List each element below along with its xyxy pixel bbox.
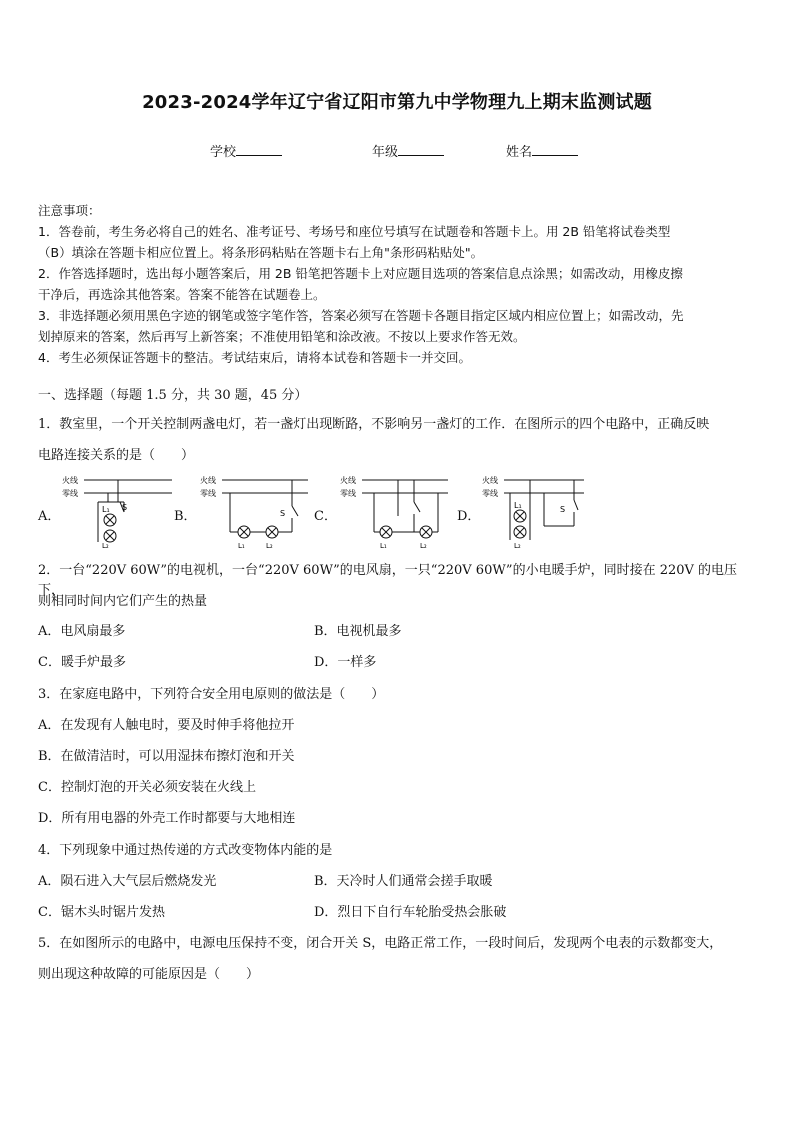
circuit-diagram-a xyxy=(60,472,174,550)
lamp2-label: L₂ xyxy=(102,542,109,550)
name-field xyxy=(506,141,578,160)
live-wire-label: 火线 xyxy=(482,476,498,485)
q2-option-d: D．一样多 xyxy=(314,655,377,670)
q5-stem-line2: 则出现这种故障的可能原因是（ ） xyxy=(38,967,260,982)
q5-stem-line1: 5．在如图所示的电路中，电源电压保持不变，闭合开关 S，电路正常工作，一段时间后，发现两个电表的示数都变大， xyxy=(38,936,723,951)
notice-line: 1．答卷前，考生务必将自己的姓名、准考证号、考场号和座位号填写在试题卷和答题卡上。用 2B 铅笔将试卷类型 xyxy=(38,224,671,239)
lamp1-label: L₁ xyxy=(238,542,245,550)
circuit-diagram-c xyxy=(338,472,450,550)
neutral-wire-label: 零线 xyxy=(482,489,498,498)
switch-label: S xyxy=(560,505,566,514)
notice-line: （B）填涂在答题卡相应位置上。将条形码粘贴在答题卡右上角"条形码粘贴处"。 xyxy=(38,245,484,260)
lamp2-label: L₂ xyxy=(514,542,521,550)
section-heading: 一、选择题（每题 1.5 分，共 30 题，45 分） xyxy=(38,388,308,403)
switch-label: S xyxy=(280,509,286,518)
notice-line: 2．作答选择题时，选出每小题答案后，用 2B 铅笔把答题卡上对应题目选项的答案信息点涂黑；如需改动，用橡皮擦 xyxy=(38,266,683,281)
notice-line: 干净后，再选涂其他答案。答案不能答在试题卷上。 xyxy=(38,287,326,302)
notice-line: 3．非选择题必须用黑色字迹的钢笔或签字笔作答，答案必须写在答题卡各题目指定区域内相应位置上；如需改动，先 xyxy=(38,308,684,323)
q1-option-b-label: B． xyxy=(174,509,197,524)
notice-line: 4．考生必须保证答题卡的整洁。考试结束后，请将本试卷和答题卡一并交回。 xyxy=(38,350,471,365)
lamp1-label: L₁ xyxy=(102,505,110,514)
notice-heading: 注意事项： xyxy=(38,203,101,218)
q3-stem: 3．在家庭电路中，下列符合安全用电原则的做法是（ ） xyxy=(38,687,385,702)
circuit-diagram-b xyxy=(198,472,310,550)
q4-option-a: A．陨石进入大气层后燃烧发光 xyxy=(38,874,217,889)
q2-option-c: C．暖手炉最多 xyxy=(38,655,126,670)
live-wire-label: 火线 xyxy=(62,476,78,485)
q1-option-a-label: A． xyxy=(38,509,61,524)
school-field xyxy=(210,141,282,160)
school-blank xyxy=(236,141,282,156)
name-blank xyxy=(532,141,578,156)
lamp1-label: L₁ xyxy=(380,542,387,550)
neutral-wire-label: 零线 xyxy=(62,489,78,498)
q2-option-a: A．电风扇最多 xyxy=(38,624,126,639)
circuit-diagram-d xyxy=(480,472,586,550)
q2-option-b: B．电视机最多 xyxy=(314,624,402,639)
grade-label: 年级 xyxy=(372,145,399,160)
q1-stem-line1: 1．教室里，一个开关控制两盏电灯，若一盏灯出现断路，不影响另一盏灯的工作．在图所示的四个电路中，正确反映 xyxy=(38,417,710,432)
school-label: 学校 xyxy=(210,145,237,160)
neutral-wire-label: 零线 xyxy=(200,489,216,498)
q1-stem-line2: 电路连接关系的是（ ） xyxy=(38,448,195,463)
lamp2-label: L₂ xyxy=(266,542,273,550)
lamp2-label: L₂ xyxy=(420,542,427,550)
q3-option-c: C．控制灯泡的开关必须安装在火线上 xyxy=(38,780,256,795)
live-wire-label: 火线 xyxy=(200,476,216,485)
switch-label: S xyxy=(122,503,128,512)
q3-option-b: B．在做清洁时，可以用湿抹布擦灯泡和开关 xyxy=(38,749,295,764)
q1-option-d-label: D． xyxy=(457,509,481,524)
neutral-wire-label: 零线 xyxy=(340,489,356,498)
name-label: 姓名 xyxy=(506,145,533,160)
q4-stem: 4．下列现象中通过热传递的方式改变物体内能的是 xyxy=(38,843,333,858)
q4-option-d: D．烈日下自行车轮胎受热会胀破 xyxy=(314,905,507,920)
q4-option-b: B．天冷时人们通常会搓手取暖 xyxy=(314,874,493,889)
grade-blank xyxy=(398,141,444,156)
q3-option-a: A．在发现有人触电时，要及时伸手将他拉开 xyxy=(38,718,295,733)
notice-block xyxy=(38,200,760,368)
q2-stem-line1: 2．一台“220V 60W”的电视机，一台“220V 60W”的电风扇，一只“220V 60W”的小电暖手炉，同时接在 220V 的电压下， xyxy=(38,563,738,598)
notice-line: 划掉原来的答案，然后再写上新答案；不准使用铅笔和涂改液。不按以上要求作答无效。 xyxy=(38,329,526,344)
page-title: 2023-2024学年辽宁省辽阳市第九中学物理九上期末监测试题 xyxy=(142,92,652,113)
live-wire-label: 火线 xyxy=(340,476,356,485)
q3-option-d: D．所有用电器的外壳工作时都要与大地相连 xyxy=(38,811,296,826)
q4-option-c: C．锯木头时锯片发热 xyxy=(38,905,165,920)
q2-stem-line2: 则相同时间内它们产生的热量 xyxy=(38,594,208,609)
grade-field xyxy=(372,141,444,160)
lamp1-label: L₁ xyxy=(514,501,522,510)
q1-option-c-label: C． xyxy=(314,509,337,524)
